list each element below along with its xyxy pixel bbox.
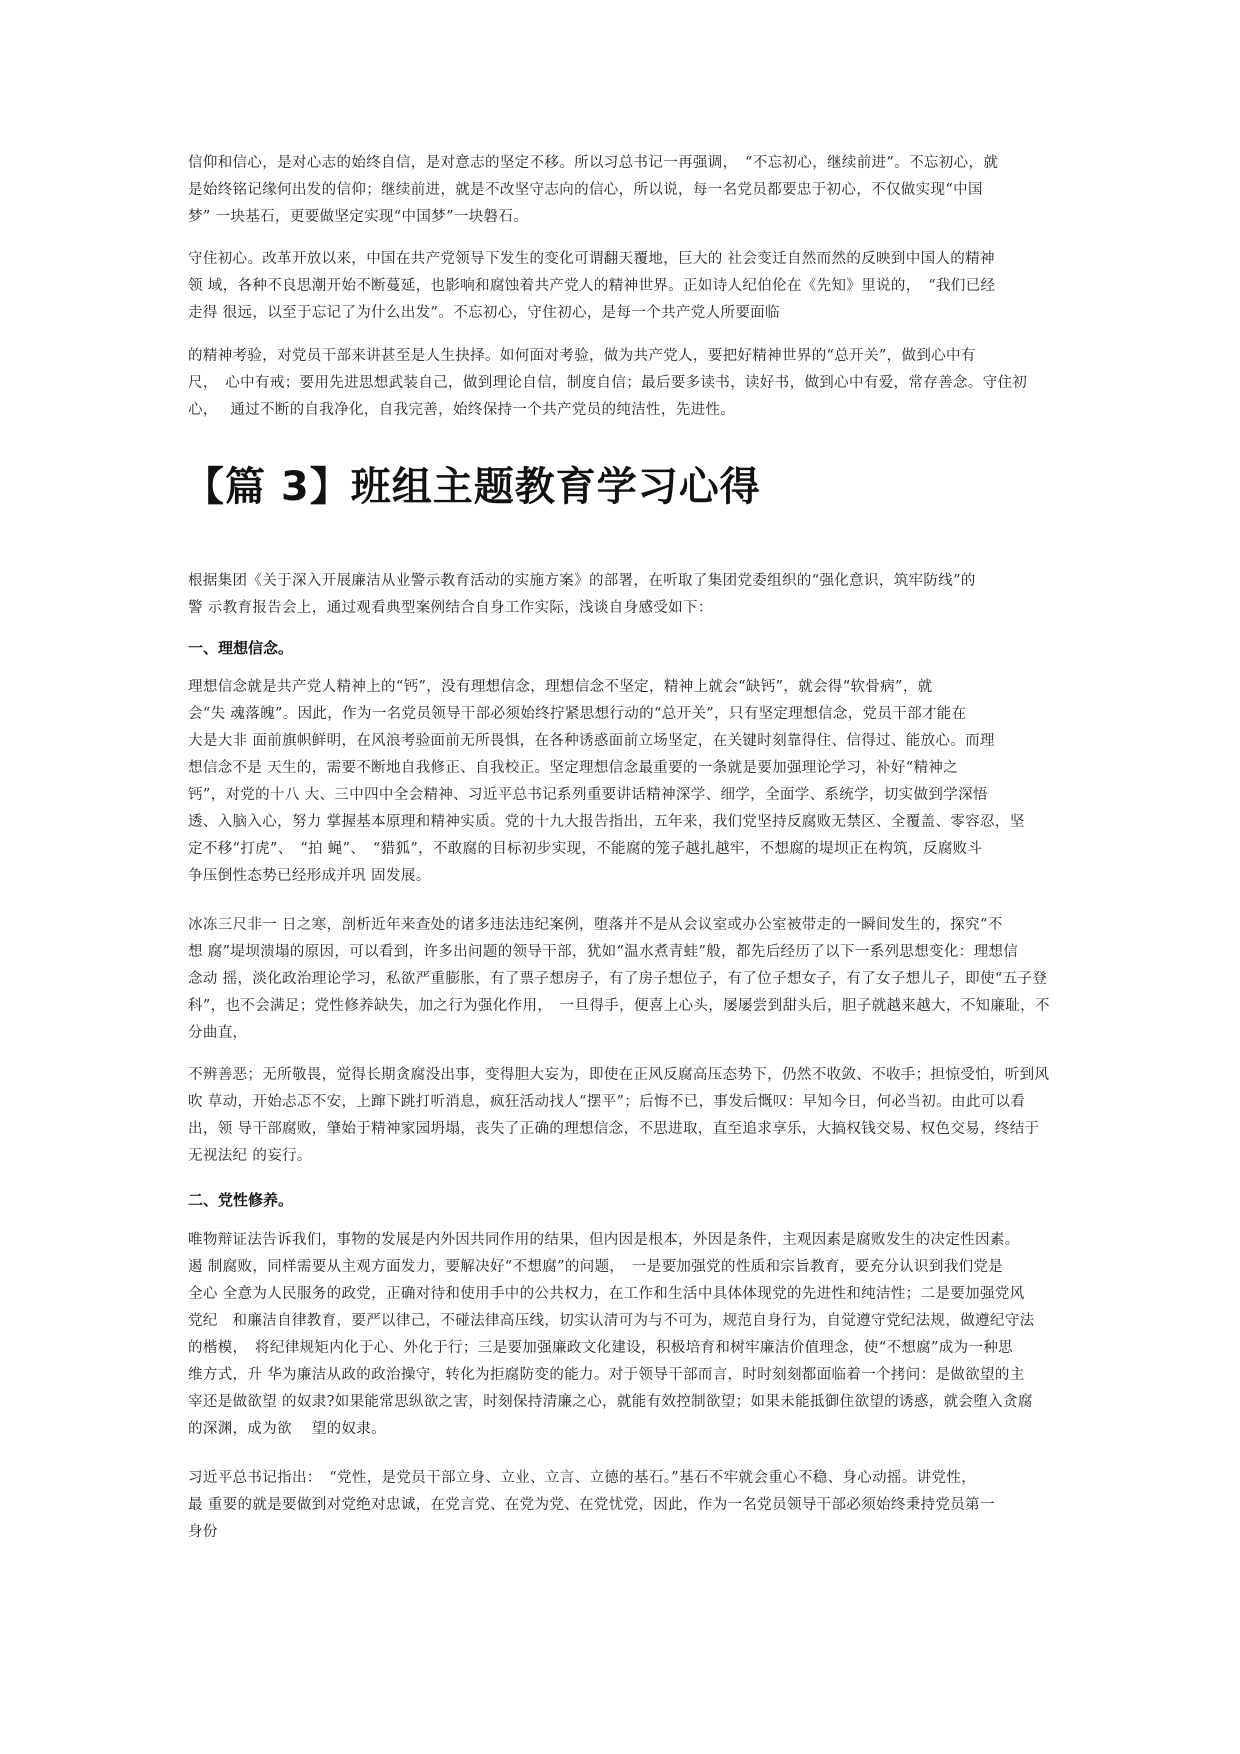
text-line: 尺， 心中有戒；要用先进思想武装自己，做到理论自信，制度自信；最后要多读书，读好书，做到心中有爱，常存善念。守住初 [188,375,1028,391]
text-line: 无视法纪 的妄行。 [188,1148,312,1164]
text-line: 理想信念就是共产党人精神上的“钙”，没有理想信念，理想信念不坚定，精神上就会“缺钙”，就会得“软骨病”，就 [188,679,933,695]
text-line: 的精神考验，对党员干部来讲甚至是人生抉择。如何面对考验，做为共产党人，要把好精神世界的“总开关”，做到心中有 [188,348,976,364]
paragraph [188,150,1068,231]
text-line: 大是大非 面前旗帜鲜明，在风浪考验面前无所畏惧，在各种诱惑面前立场坚定，在关键时刻靠得住、信得过、能放心。而理 [188,733,995,749]
paragraph [188,343,1068,424]
text-line: 不辨善恶；无所敬畏，觉得长期贪腐没出事，变得胆大妄为，即使在正风反腐高压态势下，仍然不收敛、不收手；担惊受怕，听到风 [188,1067,1050,1083]
text-line: 领 域，各种不良思潮开始不断蔓延，也影响和腐蚀着共产党人的精神世界。正如诗人纪伯伦在《先知》里说的， “我们已经 [188,278,996,294]
paragraph [188,912,1068,1047]
paragraph [188,674,1068,890]
text-line: 定不移“打虎”、 “拍 蝇”、 “猎狐”，不敢腐的目标初步实现，不能腐的笼子越扎越牢，不想腐的堤坝正在构筑，反腐败斗 [188,841,983,857]
text-line: 守住初心。改革开放以来，中国在共产党领导下发生的变化可谓翻天覆地，巨大的 社会变迁自然而然的反映到中国人的精神 [188,251,995,267]
subsection-heading: 二、党性修养。 [188,1191,294,1209]
subsection-heading: 一、理想信念。 [188,639,294,657]
text-line: 念动 摇，淡化政治理论学习，私欲严重膨胀，有了票子想房子，有了房子想位子，有了位子想女子，有了女子想儿子，即使“五子登 [188,971,1048,987]
paragraph [188,1062,1068,1170]
text-line: 最 重要的就是要做到对党绝对忠诚，在党言党、在党为党、在党忧党，因此，作为一名党员领导干部必须始终秉持党员第一 [188,1497,995,1513]
text-line: 是始终铭记缘何出发的信仰；继续前进，就是不改坚守志向的信心，所以说，每一名党员都要忠于初心，不仅做实现“中国 [188,182,983,198]
text-line: 分曲直， [188,1025,248,1041]
text-line: 出，领 导干部腐败，肇始于精神家园坍塌，丧失了正确的理想信念，不思进取，直至追求享乐，大搞权钱交易、权色交易，终结于 [188,1121,1040,1137]
text-line: 习近平总书记指出： “党性，是党员干部立身、立业、立言、立德的基石。”基石不牢就会重心不稳、身心动摇。讲党性， [188,1470,977,1486]
text-line: 的深渊，成为欲 望的奴隶。 [188,1421,387,1437]
paragraph [188,1465,1068,1546]
text-line: 科”，也不会满足；党性修养缺失，加之行为强化作用， 一旦得手，便喜上心头，屡屡尝到甜头后，胆子就越来越大，不知廉耻，不 [188,998,1050,1014]
text-line: 心， 通过不断的自我净化，自我完善，始终保持一个共产党员的纯洁性，先进性。 [188,402,736,418]
text-line: 根据集团《关于深入开展廉洁从业警示教育活动的实施方案》的部署，在听取了集团党委组织的“强化意识，筑牢防线”的 [188,573,976,589]
text-line: 争压倒性态势已经形成并巩 固发展。 [188,868,431,884]
text-line: 宰还是做欲望 的奴隶?如果能常思纵欲之害，时刻保持清廉之心，就能有效控制欲望；如果未能抵御住欲望的诱惑，就会堕入贪腐 [188,1394,1033,1410]
text-line: 维方式，升 华为廉洁从政的政治操守，转化为拒腐防变的能力。对于领导干部而言，时时刻刻都面临着一个拷问：是做欲望的主 [188,1367,1025,1383]
text-line: 唯物辩证法告诉我们，事物的发展是内外因共同作用的结果，但内因是根本，外因是条件，主观因素是腐败发生的决定性因素。 [188,1232,1020,1248]
text-line: 遏 制腐败，同样需要从主观方面发力，要解决好“不想腐”的问题， 一是要加强党的性质和宗旨教育，要充分认识到我们党是 [188,1259,1004,1275]
text-line: 全心 全意为人民服务的政党，正确对待和使用手中的公共权力，在工作和生活中具体体现党的先进性和纯洁性；二是要加强党风 [188,1286,1025,1302]
text-line: 想信念不是 天生的，需要不断地自我修正、自我校正。坚定理想信念最重要的一条就是要加强理论学习，补好“精神之 [188,760,959,776]
text-line: 身份 [188,1524,218,1540]
section-title: 【篇 3】班组主题教育学习心得 [184,464,761,510]
text-line: 警 示教育报告会上，通过观看典型案例结合自身工作实际，浅谈自身感受如下： [188,600,713,616]
text-line: 走得 很远，以至于忘记了为什么出发”。不忘初心，守住初心，是每一个共产党人所要面临 [188,305,780,321]
paragraph [188,1227,1068,1443]
text-line: 会“失 魂落魄”。因此，作为一名党员领导干部必须始终拧紧思想行动的“总开关”，只有坚定理想信念，党员干部才能在 [188,706,967,722]
text-line: 透、入脑入心，努力 掌握基本原理和精神实质。党的十九大报告指出，五年来，我们党坚持反腐败无禁区、全覆盖、零容忍，坚 [188,814,1025,830]
text-line: 钙”，对党的十八 大、三中四中全会精神、习近平总书记系列重要讲话精神深学、细学，全面学、系统学，切实做到学深悟 [188,787,988,803]
text-line: 梦” 一块基石，更要做坚定实现“中国梦”一块磐石。 [188,209,529,225]
text-line: 想 腐”堤坝溃塌的原因，可以看到，许多出问题的领导干部，犹如“温水煮青蛙”般，都先后经历了以下一系列思想变化：理想信 [188,944,1019,960]
text-line: 信仰和信心，是对心志的始终自信，是对意志的坚定不移。所以习总书记一再强调， “不忘初心，继续前进”。不忘初心，就 [188,155,999,171]
text-line: 冰冻三尺非一 日之寒，剖析近年来查处的诸多违法违纪案例，堕落并不是从会议室或办公室被带走的一瞬间发生的，探究“不 [188,917,1003,933]
text-line: 吹 草动，开始忐忑不安，上蹿下跳打听消息，疯狂活动找人“摆平”；后悔不已，事发后慨叹：早知今日，何必当初。由此可以看 [188,1094,1026,1110]
paragraph [188,246,1068,327]
text-line: 党纪 和廉洁自律教育，要严以律己，不碰法律高压线，切实认清可为与不可为，规范自身行为，自觉遵守党纪法规，做遵纪守法 [188,1313,1035,1329]
paragraph [188,568,1068,622]
text-line: 的楷模， 将纪律规矩内化于心、外化于行；三是要加强廉政文化建设，积极培育和树牢廉洁价值理念，使“不想腐”成为一种思 [188,1340,1014,1356]
